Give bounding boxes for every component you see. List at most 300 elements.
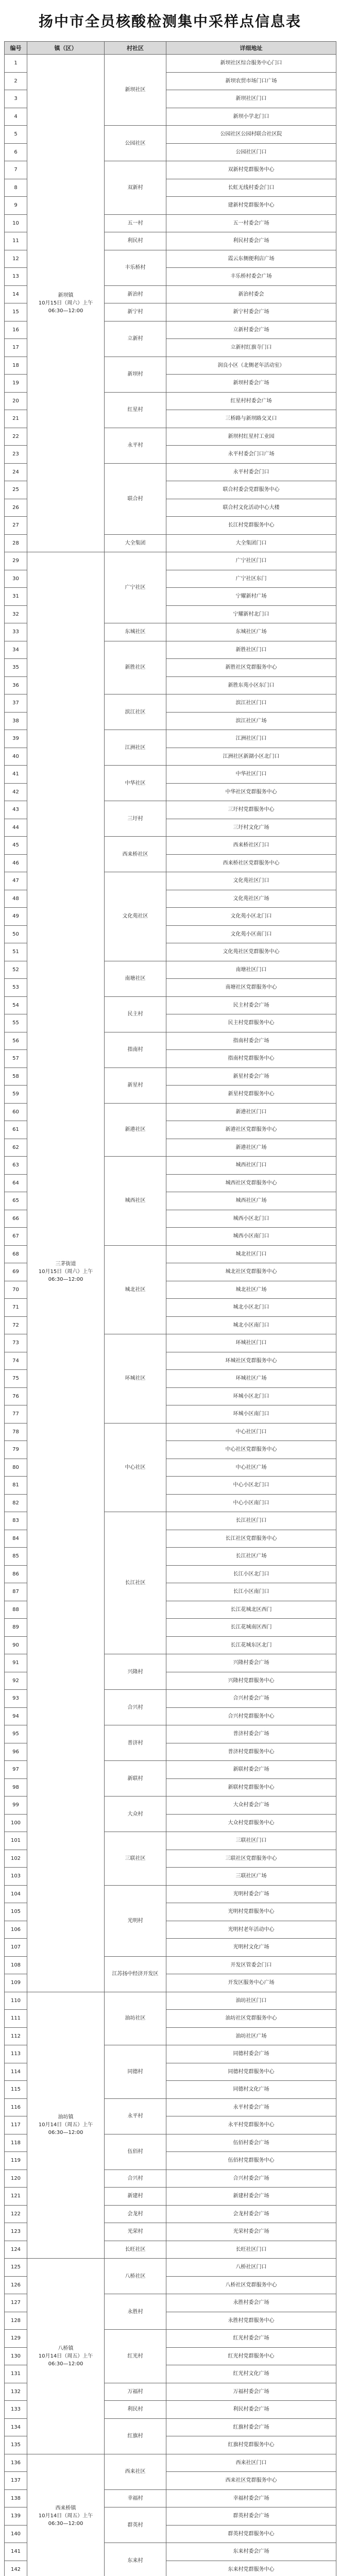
row-number: 66	[5, 1210, 27, 1228]
address-cell: 新港社区广场	[166, 1139, 336, 1157]
row-number: 54	[5, 996, 27, 1014]
community-cell: 新建村	[105, 2188, 166, 2206]
community-cell: 普济村	[105, 1725, 166, 1761]
row-number: 5	[5, 126, 27, 144]
address-cell: 利民村委会广场	[166, 232, 336, 250]
address-cell: 普济村党群服务中心	[166, 1743, 336, 1761]
community-cell: 群英村	[105, 2507, 166, 2543]
row-number: 65	[5, 1192, 27, 1210]
community-cell: 文化苑社区	[105, 872, 166, 961]
address-cell: 文化苑社区门口	[166, 872, 336, 890]
address-cell: 八桥社区门口	[166, 2259, 336, 2277]
page-title: 扬中市全员核酸检测集中采样点信息表	[4, 0, 336, 41]
address-cell: 永平村委会门口	[166, 463, 336, 481]
community-cell: 同德村	[105, 2045, 166, 2099]
row-number: 42	[5, 783, 27, 801]
row-number: 129	[5, 2330, 27, 2348]
row-number: 132	[5, 2383, 27, 2401]
address-cell: 三圩村党群服务中心	[166, 801, 336, 819]
row-number: 99	[5, 1797, 27, 1815]
address-cell: 东城社区广场	[166, 623, 336, 641]
address-cell: 新胜东苑小区东门口	[166, 676, 336, 694]
row-number: 39	[5, 730, 27, 748]
community-cell: 民主村	[105, 996, 166, 1032]
row-number: 36	[5, 676, 27, 694]
row-number: 34	[5, 641, 27, 659]
row-number: 105	[5, 1903, 27, 1921]
address-cell: 八桥社区党群服务中心	[166, 2276, 336, 2294]
row-number: 63	[5, 1157, 27, 1175]
row-number: 60	[5, 1103, 27, 1121]
community-cell: 八桥社区	[105, 2259, 166, 2294]
row-number: 38	[5, 712, 27, 730]
address-cell: 西来桥社区门口	[166, 837, 336, 855]
address-cell: 江洲社区门口	[166, 730, 336, 748]
town-cell: 三茅街道 10月15日（周六）上午 06:30—12:00	[27, 552, 105, 1992]
row-number: 50	[5, 925, 27, 943]
row-number: 61	[5, 1121, 27, 1139]
address-cell: 红光村委会广场	[166, 2330, 336, 2348]
community-cell: 西来桥社区	[105, 837, 166, 872]
row-number: 37	[5, 694, 27, 713]
row-number: 75	[5, 1370, 27, 1388]
row-number: 134	[5, 2418, 27, 2436]
address-cell: 立新村委会广场	[166, 321, 336, 339]
community-cell: 大全集团	[105, 534, 166, 552]
row-number: 117	[5, 2116, 27, 2134]
community-cell: 合兴村	[105, 1690, 166, 1725]
row-number: 1	[5, 55, 27, 73]
row-number: 49	[5, 908, 27, 926]
community-cell: 新治村	[105, 285, 166, 303]
address-cell: 新治村委会	[166, 285, 336, 303]
address-cell: 南塘社区门口	[166, 961, 336, 979]
sampling-sites-table	[4, 41, 336, 2576]
row-number: 128	[5, 2312, 27, 2330]
row-number: 68	[5, 1245, 27, 1263]
address-cell: 油坊社区党群服务中心	[166, 2010, 336, 2028]
community-cell: 滨江社区	[105, 694, 166, 730]
address-cell: 指南村党群服务中心	[166, 1050, 336, 1068]
address-cell: 开发区服务中心广场	[166, 1974, 336, 1992]
address-cell: 南塘社区党群服务中心	[166, 979, 336, 997]
address-cell: 城西社区党群服务中心	[166, 1174, 336, 1192]
address-cell: 大全集团门口	[166, 534, 336, 552]
table-body	[5, 55, 336, 2576]
row-number: 27	[5, 517, 27, 535]
address-cell: 环城社区党群服务中心	[166, 1352, 336, 1370]
column-header-number: 编号	[5, 42, 27, 55]
address-cell: 长江社区广场	[166, 1548, 336, 1566]
community-cell: 五一村	[105, 214, 166, 232]
table-row	[5, 2454, 336, 2472]
address-cell: 宁耀新村北门口	[166, 605, 336, 623]
row-number: 107	[5, 1939, 27, 1957]
community-cell: 新坝村	[105, 357, 166, 392]
row-number: 12	[5, 250, 27, 268]
row-number: 72	[5, 1316, 27, 1334]
address-cell: 长江小区南门口	[166, 1583, 336, 1601]
address-cell: 中心小区南门口	[166, 1494, 336, 1512]
row-number: 4	[5, 108, 27, 126]
row-number: 73	[5, 1334, 27, 1352]
community-cell: 新港社区	[105, 1103, 166, 1157]
row-number: 62	[5, 1139, 27, 1157]
address-cell: 新坝农贸市场门口广场	[166, 72, 336, 90]
community-cell: 利民村	[105, 232, 166, 250]
community-cell: 红旗村	[105, 2418, 166, 2454]
row-number: 9	[5, 197, 27, 215]
row-number: 13	[5, 268, 27, 286]
row-number: 90	[5, 1636, 27, 1654]
address-cell: 新胜社区门口	[166, 641, 336, 659]
address-cell: 三联社区广场	[166, 1868, 336, 1886]
address-cell: 城北社区门口	[166, 1245, 336, 1263]
row-number: 43	[5, 801, 27, 819]
address-cell: 光明村文化广场	[166, 1939, 336, 1957]
row-number: 29	[5, 552, 27, 570]
address-cell: 光明村老年活动中心	[166, 1921, 336, 1939]
row-number: 113	[5, 2045, 27, 2063]
row-number: 142	[5, 2561, 27, 2576]
row-number: 119	[5, 2152, 27, 2170]
table-row	[5, 552, 336, 570]
table-header-row	[5, 42, 336, 55]
row-number: 111	[5, 2010, 27, 2028]
address-cell: 公园社区门口	[166, 143, 336, 161]
address-cell: 三联社区门口	[166, 1832, 336, 1850]
address-cell: 民主村委会广场	[166, 996, 336, 1014]
address-cell: 新星村党群服务中心	[166, 1086, 336, 1104]
address-cell: 会龙村委会广场	[166, 2205, 336, 2223]
row-number: 23	[5, 446, 27, 464]
column-header-town: 镇（区）	[27, 42, 105, 55]
row-number: 76	[5, 1387, 27, 1405]
row-number: 71	[5, 1299, 27, 1317]
row-number: 33	[5, 623, 27, 641]
row-number: 139	[5, 2507, 27, 2526]
address-cell: 新联村党群服务中心	[166, 1778, 336, 1797]
row-number: 52	[5, 961, 27, 979]
community-cell: 永胜村	[105, 2294, 166, 2330]
address-cell: 永平村委会门口广场	[166, 446, 336, 464]
address-cell: 西来桥社区党群服务中心	[166, 854, 336, 872]
address-cell: 环城社区门口	[166, 1334, 336, 1352]
row-number: 35	[5, 659, 27, 677]
row-number: 44	[5, 819, 27, 837]
address-cell: 新港社区门口	[166, 1103, 336, 1121]
town-cell: 西来桥镇 10月14日（周五）上午 06:30—12:00	[27, 2454, 105, 2576]
address-cell: 建新村党群服务中心	[166, 197, 336, 215]
community-cell: 油坊社区	[105, 1992, 166, 2045]
row-number: 108	[5, 1956, 27, 1974]
address-cell: 红旗村委会广场	[166, 2418, 336, 2436]
row-number: 82	[5, 1494, 27, 1512]
address-cell: 油坊社区广场	[166, 2027, 336, 2045]
row-number: 25	[5, 481, 27, 499]
row-number: 32	[5, 605, 27, 623]
address-cell: 三桥路与新坝路交叉口	[166, 410, 336, 428]
address-cell: 普济村委会广场	[166, 1725, 336, 1743]
community-cell: 三圩村	[105, 801, 166, 837]
row-number: 46	[5, 854, 27, 872]
row-number: 121	[5, 2188, 27, 2206]
community-cell: 伍佰村	[105, 2134, 166, 2170]
address-cell: 光明村党群服务中心	[166, 1903, 336, 1921]
community-cell: 城北社区	[105, 1245, 166, 1334]
row-number: 22	[5, 428, 27, 446]
address-cell: 新港社区党群服务中心	[166, 1121, 336, 1139]
row-number: 138	[5, 2489, 27, 2507]
address-cell: 光明村委会广场	[166, 1885, 336, 1903]
address-cell: 长江小区北门口	[166, 1565, 336, 1583]
address-cell: 同德村文化广场	[166, 2081, 336, 2099]
address-cell: 城北小区北门口	[166, 1299, 336, 1317]
address-cell: 江洲社区新湖小区北门口	[166, 748, 336, 766]
community-cell: 光明村	[105, 1885, 166, 1956]
row-number: 80	[5, 1459, 27, 1477]
row-number: 40	[5, 748, 27, 766]
address-cell: 公园社区公园村联合社区院	[166, 126, 336, 144]
row-number: 10	[5, 214, 27, 232]
address-cell: 中心小区北门口	[166, 1477, 336, 1495]
address-cell: 联合村委会党群服务中心	[166, 481, 336, 499]
community-cell: 双新村	[105, 161, 166, 215]
row-number: 51	[5, 943, 27, 961]
row-number: 92	[5, 1672, 27, 1690]
row-number: 88	[5, 1601, 27, 1619]
community-cell: 永平村	[105, 2098, 166, 2134]
community-cell: 长旺社区	[105, 2241, 166, 2259]
column-header-address: 详细地址	[166, 42, 336, 55]
row-number: 131	[5, 2365, 27, 2383]
row-number: 103	[5, 1868, 27, 1886]
address-cell: 中心社区门口	[166, 1423, 336, 1441]
row-number: 83	[5, 1512, 27, 1530]
community-cell: 广宁社区	[105, 552, 166, 623]
row-number: 96	[5, 1743, 27, 1761]
row-number: 101	[5, 1832, 27, 1850]
address-cell: 红星村村委会广场	[166, 392, 336, 410]
row-number: 7	[5, 161, 27, 179]
row-number: 70	[5, 1281, 27, 1299]
address-cell: 新胜社区党群服务中心	[166, 659, 336, 677]
row-number: 6	[5, 143, 27, 161]
address-cell: 群英村委会广场	[166, 2507, 336, 2526]
community-cell: 幸福村	[105, 2489, 166, 2507]
row-number: 110	[5, 1992, 27, 2010]
address-cell: 三联社区党群服务中心	[166, 1850, 336, 1868]
row-number: 140	[5, 2525, 27, 2543]
row-number: 17	[5, 339, 27, 357]
address-cell: 幸福村委会广场	[166, 2489, 336, 2507]
column-header-community: 村社区	[105, 42, 166, 55]
row-number: 104	[5, 1885, 27, 1903]
row-number: 59	[5, 1086, 27, 1104]
address-cell: 中心社区党群服务中心	[166, 1441, 336, 1459]
row-number: 53	[5, 979, 27, 997]
address-cell: 长江花城北区西门	[166, 1601, 336, 1619]
row-number: 115	[5, 2081, 27, 2099]
address-cell: 丰乐桥村委会广场	[166, 268, 336, 286]
table-row	[5, 55, 336, 73]
town-cell: 油坊镇 10月14日（周五）上午 06:30—12:00	[27, 1992, 105, 2259]
community-cell: 丰乐桥村	[105, 250, 166, 285]
row-number: 11	[5, 232, 27, 250]
row-number: 64	[5, 1174, 27, 1192]
community-cell: 东城社区	[105, 623, 166, 641]
address-cell: 广宁社区东门	[166, 570, 336, 588]
address-cell: 万福村委会广场	[166, 2383, 336, 2401]
row-number: 79	[5, 1441, 27, 1459]
address-cell: 润良小区（北侧老年活动室）	[166, 357, 336, 375]
row-number: 130	[5, 2347, 27, 2365]
community-cell: 南塘社区	[105, 961, 166, 996]
address-cell: 合兴村委会广场	[166, 2170, 336, 2188]
address-cell: 长江花城南区西门	[166, 1619, 336, 1637]
community-cell: 环城社区	[105, 1334, 166, 1423]
address-cell: 文化苑小区北门口	[166, 908, 336, 926]
address-cell: 城西社区广场	[166, 1192, 336, 1210]
row-number: 31	[5, 588, 27, 606]
address-cell: 霞云东侧便利店广场	[166, 250, 336, 268]
address-cell: 城西社区门口	[166, 1157, 336, 1175]
address-cell: 永平村党群服务中心	[166, 2116, 336, 2134]
row-number: 137	[5, 2472, 27, 2490]
address-cell: 新坝社区门口	[166, 90, 336, 108]
row-number: 2	[5, 72, 27, 90]
address-cell: 长江社区门口	[166, 1512, 336, 1530]
address-cell: 城西小区南门口	[166, 1228, 336, 1246]
row-number: 136	[5, 2454, 27, 2472]
table-row	[5, 2259, 336, 2277]
address-cell: 合兴村党群服务中心	[166, 1707, 336, 1725]
address-cell: 群英村党群服务中心	[166, 2525, 336, 2543]
address-cell: 红旗村党群服务中心	[166, 2436, 336, 2454]
address-cell: 伍佰村委会广场	[166, 2134, 336, 2152]
address-cell: 文化苑社区党群服务中心	[166, 943, 336, 961]
address-cell: 西来社区门口	[166, 2454, 336, 2472]
address-cell: 红光村党群服务中心	[166, 2347, 336, 2365]
row-number: 41	[5, 766, 27, 784]
row-number: 97	[5, 1761, 27, 1779]
row-number: 87	[5, 1583, 27, 1601]
address-cell: 滨江社区门口	[166, 694, 336, 713]
community-cell: 东来村	[105, 2543, 166, 2576]
address-cell: 红光村文化广场	[166, 2365, 336, 2383]
row-number: 69	[5, 1263, 27, 1281]
address-cell: 文化苑小区南门口	[166, 925, 336, 943]
row-number: 15	[5, 303, 27, 321]
address-cell: 兴隆村委会广场	[166, 1654, 336, 1672]
community-cell: 中华社区	[105, 766, 166, 801]
row-number: 3	[5, 90, 27, 108]
address-cell: 永胜村委会广场	[166, 2294, 336, 2312]
row-number: 67	[5, 1228, 27, 1246]
community-cell: 中心社区	[105, 1423, 166, 1512]
address-cell: 城北社区党群服务中心	[166, 1263, 336, 1281]
address-cell: 环城社区广场	[166, 1370, 336, 1388]
community-cell: 新宁村	[105, 303, 166, 321]
address-cell: 兴隆村党群服务中心	[166, 1672, 336, 1690]
row-number: 19	[5, 375, 27, 393]
community-cell: 长江社区	[105, 1512, 166, 1654]
row-number: 74	[5, 1352, 27, 1370]
row-number: 24	[5, 463, 27, 481]
address-cell: 长江花城东区北门	[166, 1636, 336, 1654]
address-cell: 伍佰村党群服务中心	[166, 2152, 336, 2170]
address-cell: 城西小区北门口	[166, 1210, 336, 1228]
row-number: 20	[5, 392, 27, 410]
row-number: 58	[5, 1067, 27, 1086]
row-number: 135	[5, 2436, 27, 2454]
address-cell: 新建村委会广场	[166, 2188, 336, 2206]
row-number: 84	[5, 1530, 27, 1548]
community-cell: 合兴村	[105, 2170, 166, 2188]
row-number: 102	[5, 1850, 27, 1868]
row-number: 14	[5, 285, 27, 303]
address-cell: 大众村委会广场	[166, 1797, 336, 1815]
address-cell: 城北社区广场	[166, 1281, 336, 1299]
row-number: 91	[5, 1654, 27, 1672]
community-cell: 联合村	[105, 463, 166, 534]
address-cell: 新星村委会广场	[166, 1067, 336, 1086]
row-number: 123	[5, 2223, 27, 2241]
address-cell: 联合村文化活动中心大楼	[166, 499, 336, 517]
town-cell: 新坝镇 10月15日（周六）上午 06:30—12:00	[27, 55, 105, 552]
address-cell: 中心社区广场	[166, 1459, 336, 1477]
row-number: 16	[5, 321, 27, 339]
community-cell: 新坝社区	[105, 55, 166, 126]
row-number: 127	[5, 2294, 27, 2312]
row-number: 118	[5, 2134, 27, 2152]
table-row	[5, 1992, 336, 2010]
address-cell: 永胜村党群服务中心	[166, 2312, 336, 2330]
address-cell: 新坝村委会广场	[166, 375, 336, 393]
community-cell: 红星村	[105, 392, 166, 428]
address-cell: 永平村委会广场	[166, 2098, 336, 2116]
town-cell: 八桥镇 10月14日（周五）上午 06:30—12:00	[27, 2259, 105, 2454]
address-cell: 油坊社区门口	[166, 1992, 336, 2010]
row-number: 112	[5, 2027, 27, 2045]
row-number: 120	[5, 2170, 27, 2188]
address-cell: 城北小区南门口	[166, 1316, 336, 1334]
row-number: 47	[5, 872, 27, 890]
community-cell: 指南村	[105, 1032, 166, 1067]
community-cell: 新联村	[105, 1761, 166, 1797]
row-number: 56	[5, 1032, 27, 1050]
address-cell: 环城小区北门口	[166, 1387, 336, 1405]
address-cell: 中华社区门口	[166, 766, 336, 784]
row-number: 78	[5, 1423, 27, 1441]
address-cell: 滨江社区广场	[166, 712, 336, 730]
row-number: 106	[5, 1921, 27, 1939]
row-number: 85	[5, 1548, 27, 1566]
address-cell: 新坝小学北门口	[166, 108, 336, 126]
address-cell: 三圩村文化广场	[166, 819, 336, 837]
community-cell: 红光村	[105, 2330, 166, 2383]
community-cell: 新胜社区	[105, 641, 166, 694]
row-number: 18	[5, 357, 27, 375]
address-cell: 中华社区党群服务中心	[166, 783, 336, 801]
address-cell: 双新村党群服务中心	[166, 161, 336, 179]
row-number: 100	[5, 1814, 27, 1832]
address-cell: 利民村委会广场	[166, 2401, 336, 2419]
community-cell: 江洲社区	[105, 730, 166, 766]
community-cell: 新星村	[105, 1067, 166, 1103]
row-number: 141	[5, 2543, 27, 2561]
row-number: 28	[5, 534, 27, 552]
